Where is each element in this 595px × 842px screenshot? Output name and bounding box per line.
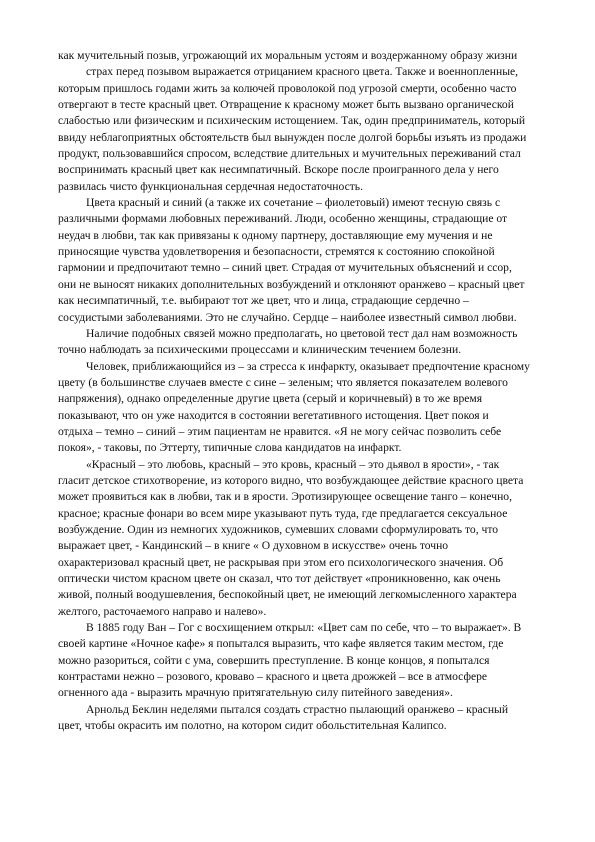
text-line: покоя», - таковы, по Эттерту, типичные слова кандидатов на инфаркт.	[58, 441, 402, 455]
text-line: продукт, пользовавшийся спросом, вследствие длительных и мучительных переживаний стал	[58, 147, 521, 161]
text-line: отвергают в тесте красный цвет. Отвращение к красному может быть вызвано органической	[58, 98, 514, 112]
text-line: красное; красные фонари во всем мире указывают путь туда, где предлагается сексуальное	[58, 506, 508, 520]
text-line: Цвета красный и синий (а также их сочетание – фиолетовый) имеют тесную связь с	[86, 196, 501, 210]
text-line: напряжения), однако определенные другие цвета (серый и коричневый) в то же время	[58, 392, 483, 406]
text-line: ввиду неблагоприятных обстоятельств был вынужден после долгой борьбы изъять из продажи	[58, 130, 527, 144]
text-line: неудач в любви, так как привязаны к одному партнеру, доставляющие ему мучения и не	[58, 228, 493, 242]
paragraph-2	[58, 195, 595, 326]
text-line: огненного ада - выразить мрачную притягательную силу питейного заведения».	[58, 686, 453, 700]
text-line: различными формами любовных переживаний. Люди, особенно женщины, страдающие от	[58, 212, 508, 226]
text-line: приносящие чувства удовлетворения и безопасности, стремятся к состоянию спокойной	[58, 245, 495, 259]
text-line: Наличие подобных связей можно предполагать, но цветовой тест дал нам возможность	[86, 326, 518, 340]
text-line: воспринимать красный цвет как несимпатичный. Вскоре после проигранного дела у него	[58, 163, 499, 177]
text-line: выражает цвет, - Кандинский – в книге « О духовном в искусстве» очень точно	[58, 539, 449, 553]
text-line: они не выносят никаких дополнительных возбуждений и отклоняют оранжево – красный цвет	[58, 277, 525, 291]
text-line: как мучительный позыв, угрожающий их моральным устоям и воздержанному образу жизни	[58, 49, 518, 62]
text-line: возбуждение. Один из немногих художников, сумевших словами сформулировать то, что	[58, 522, 499, 536]
text-line: можно разориться, сойти с ума, совершить преступление. В конце концов, я попытался	[58, 653, 490, 667]
text-line: гласит детское стихотворение, из которого видно, что возбуждающее действие красного цвета	[58, 473, 524, 487]
text-line: цвету (в большинстве случаев вместе с сине – зеленым; что является показателем волевого	[58, 375, 508, 389]
paragraph-1	[58, 48, 595, 195]
text-line: которым пришлось годами жить за колючей проволокой под угрозой смерти, особенно часто	[58, 81, 517, 95]
text-line: оптически чистом красном цвете он сказал, что тот действует «проникновенно, как очень	[58, 572, 501, 585]
paragraph-6	[58, 620, 595, 702]
text-line: гармонии и предпочитают темно – синий цвет. Страдая от мучительных объяснений и ссор,	[58, 261, 512, 275]
text-line: развилась чисто функциональная сердечная недостаточность.	[58, 179, 363, 193]
text-line: своей картине «Ночное кафе» я попытался выразить, что кафе является таким местом, где	[58, 637, 504, 651]
text-line: показывают, что он уже находится в состоянии вегетативного истощения. Цвет покоя и	[58, 408, 489, 422]
text-line: Человек, приближающийся из – за стресса к инфаркту, оказывает предпочтение красному	[86, 359, 530, 373]
paragraph-7	[58, 702, 595, 735]
body-text	[58, 48, 595, 734]
text-line: отдыха – темно – синий – этим пациентам не нравится. «Я не могу сейчас позволить себе	[58, 424, 502, 438]
text-line: желтого, расточаемого направо и налево».	[58, 604, 267, 618]
text-line: слабостью или физическим и психическим истощением. Так, один предприниматель, который	[58, 114, 526, 128]
paragraph-3	[58, 326, 595, 359]
text-line: точно наблюдать за психическими процессами и клиническим течением болезни.	[58, 343, 462, 357]
text-line: сосудистыми заболеваниями. Это не случайно. Сердце – наиболее известный символ любви.	[58, 310, 517, 324]
text-line: контрастами нежно – розового, кроваво – красного и цвета дрожжей – все в атмосфере	[58, 670, 488, 684]
paragraph-5	[58, 457, 595, 620]
text-line: В 1885 году Ван – Гог с восхищением открыл: «Цвет сам по себе, что – то выражает». В	[86, 621, 522, 635]
text-line: цвет, чтобы окрасить им полотно, на котором сидит обольстительная Калипсо.	[58, 719, 447, 733]
text-line: как несимпатичный, т.е. выбирают тот же цвет, что и лица, страдающие сердечно –	[58, 294, 469, 308]
text-line: может проявиться как в любви, так и в ярости. Эротизирующее освещение танго – конечно,	[58, 490, 512, 504]
text-line: Арнольд Беклин неделями пытался создать страстно пылающий оранжево – красный	[86, 702, 509, 716]
text-line: «Красный – это любовь, красный – это кровь, красный – это дьявол в ярости», - так	[86, 457, 500, 471]
paragraph-4	[58, 359, 595, 457]
text-line: страх перед позывом выражается отрицанием красного цвета. Также и военнопленные,	[86, 65, 519, 79]
text-line: охарактеризовал красный цвет, не раскрывая при этом его психологического значения. Об	[58, 555, 504, 569]
text-line: живой, полный воодушевления, беспокойный цвет, не имеющий легкомысленного характера	[58, 588, 517, 602]
